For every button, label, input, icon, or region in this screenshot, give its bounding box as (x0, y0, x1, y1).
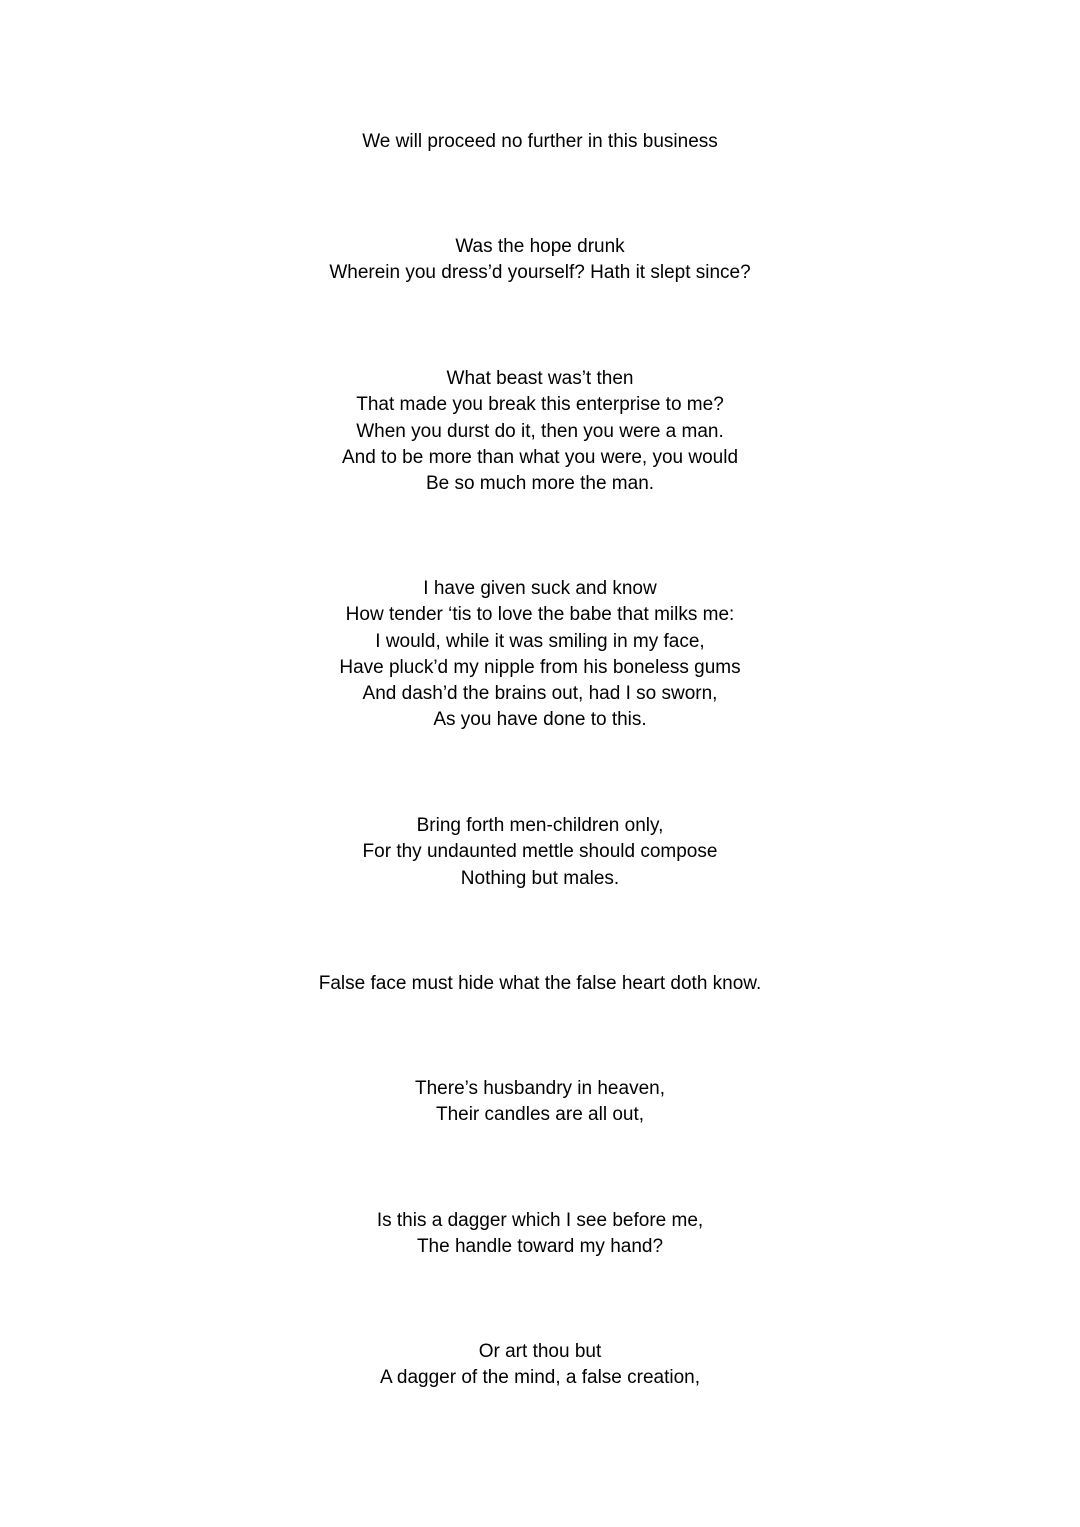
quote-line: Have pluck’d my nipple from his boneless gums (339, 656, 741, 678)
quote-block (0, 1339, 1080, 1392)
quote-line: What beast was’t then (446, 368, 634, 389)
quote-line: As you have done to this. (433, 709, 647, 731)
quote-block (0, 971, 1080, 997)
quote-line: Their candles are all out, (435, 1104, 645, 1126)
quote-line: False face must hide what the false heart doth know. (318, 973, 762, 994)
quote-line: Bring forth men-children only, (416, 815, 664, 836)
quote-block (0, 1076, 1080, 1129)
quote-line: Is this a dagger which I see before me, (376, 1210, 704, 1231)
quote-line: Be so much more the man. (425, 473, 655, 495)
quote-line: A dagger of the mind, a false creation, (379, 1367, 701, 1389)
quote-line: How tender ‘tis to love the babe that milks me: (345, 604, 735, 626)
quote-line: I would, while it was smiling in my face, (375, 630, 705, 652)
quote-line: The handle toward my hand? (416, 1236, 664, 1258)
quote-line: Wherein you dress’d yourself? Hath it slept since? (329, 262, 751, 284)
quote-line: When you durst do it, then you were a man. (356, 420, 724, 442)
quote-block (0, 813, 1080, 892)
quote-line: Nothing but males. (460, 867, 620, 889)
quote-line: There’s husbandry in heaven, (415, 1078, 665, 1099)
quote-block (0, 1208, 1080, 1261)
quote-line: For thy undaunted mettle should compose (362, 841, 718, 863)
quote-block (0, 234, 1080, 287)
quote-line: And to be more than what you were, you would (341, 446, 739, 468)
quote-block (0, 366, 1080, 497)
quote-line: Or art thou but (478, 1341, 602, 1362)
quote-block (0, 129, 1080, 155)
quote-block (0, 576, 1080, 734)
quote-line: And dash’d the brains out, had I so sworn, (362, 683, 718, 705)
quote-line: We will proceed no further in this business (362, 131, 718, 152)
quote-line: That made you break this enterprise to me? (356, 394, 724, 416)
quote-line: I have given suck and know (423, 578, 657, 599)
quote-line: Was the hope drunk (455, 236, 625, 257)
